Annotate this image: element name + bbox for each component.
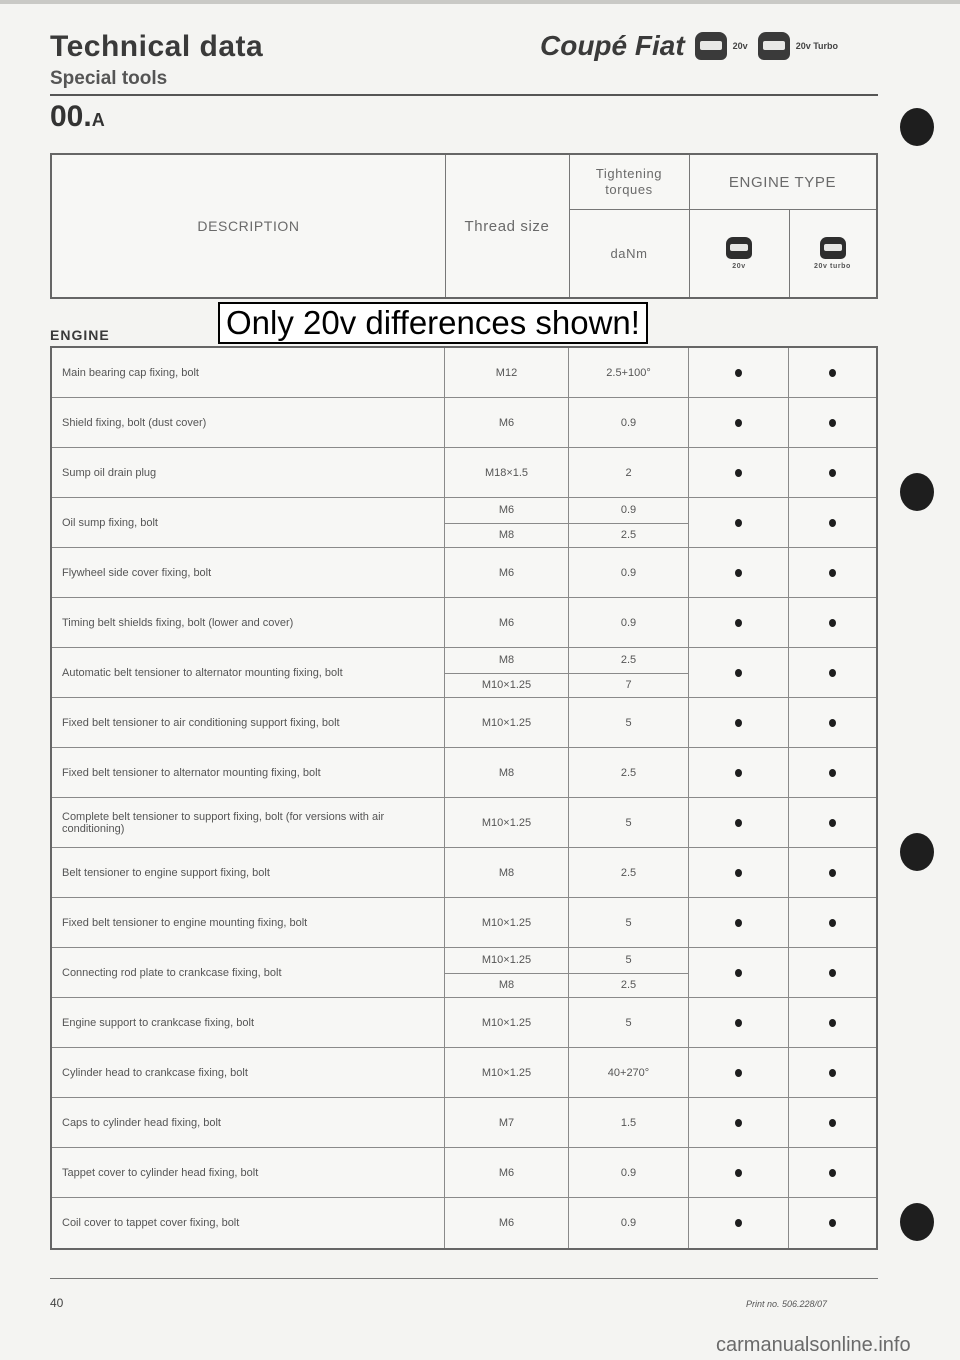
row-torque: 2 [569,448,689,497]
row-torque-part: 2.5 [620,978,637,991]
bullet-icon [829,919,836,927]
row-description: Flywheel side cover fixing, bolt [52,548,445,597]
row-applies-20v-turbo [789,998,876,1047]
table-row [52,498,876,548]
header-engine-20v-turbo-label: 20v turbo [814,262,851,270]
row-thread-size: M6 [445,598,569,647]
row-applies-20v [689,748,789,797]
row-applies-20v-turbo [789,498,876,547]
row-thread-size: M6 [445,398,569,447]
row-torque: 0.9 [569,598,689,647]
bullet-icon [735,669,742,677]
header-engine-type: ENGINE TYPE [728,173,837,191]
row-description: Cylinder head to crankcase fixing, bolt [52,1048,445,1097]
row-applies-20v-turbo [789,398,876,447]
header-tightening-torques: Tightening torques [595,166,663,197]
row-torque-part: 0.9 [569,498,688,524]
header-engine-20v [689,209,789,297]
table-row [52,648,876,698]
row-torque [569,948,689,997]
bullet-icon [829,569,836,577]
row-thread-size [445,948,569,997]
bullet-icon [735,1069,742,1077]
row-thread-size: M7 [445,1098,569,1147]
row-thread-size [445,648,569,697]
row-description: Coil cover to tappet cover fixing, bolt [52,1198,445,1248]
row-torque-part: 7 [625,678,632,691]
bullet-icon [735,519,742,527]
row-applies-20v-turbo [789,348,876,397]
row-torque: 0.9 [569,1148,689,1197]
row-torque: 5 [569,898,689,947]
row-description: Engine support to crankcase fixing, bolt [52,998,445,1047]
row-applies-20v-turbo [789,448,876,497]
table-row [52,448,876,498]
row-applies-20v [689,448,789,497]
row-thread-size: M10×1.25 [445,798,569,847]
bullet-icon [829,1119,836,1127]
bullet-icon [829,619,836,627]
row-applies-20v [689,1198,789,1248]
row-thread-size: M12 [445,348,569,397]
row-applies-20v-turbo [789,698,876,747]
row-description: Sump oil drain plug [52,448,445,497]
torque-table [50,346,878,1250]
row-torque: 2.5+100° [569,348,689,397]
brand-engine-a: 20v [732,41,748,51]
row-thread-size-part: M10×1.25 [445,948,568,974]
row-thread-size [445,498,569,547]
table-row [52,1048,876,1098]
row-applies-20v [689,898,789,947]
row-thread-size: M10×1.25 [445,1048,569,1097]
table-row [52,1098,876,1148]
row-thread-size-part: M8 [498,978,515,991]
row-description: Timing belt shields fixing, bolt (lower and cover) [52,598,445,647]
top-edge-line [0,0,960,4]
bullet-icon [829,419,836,427]
row-description: Belt tensioner to engine support fixing, bolt [52,848,445,897]
row-thread-size: M8 [445,848,569,897]
row-applies-20v [689,1048,789,1097]
row-torque: 0.9 [569,548,689,597]
row-applies-20v-turbo [789,748,876,797]
bullet-icon [735,369,742,377]
row-applies-20v-turbo [789,948,876,997]
row-applies-20v [689,848,789,897]
row-torque: 5 [569,698,689,747]
margin-dot-icon [900,833,934,871]
bullet-icon [829,1019,836,1027]
bullet-icon [829,819,836,827]
section-code-suffix: A [91,110,105,130]
row-description: Automatic belt tensioner to alternator mounting fixing, bolt [52,648,445,697]
brand-engine-b: 20v Turbo [795,41,839,51]
header-thread-size: Thread size [464,217,550,235]
header-engine-20v-label: 20v [732,262,746,270]
row-thread-size-part: M10×1.25 [481,678,532,691]
row-torque: 2.5 [569,848,689,897]
row-thread-size-part: M6 [445,498,568,524]
row-description: Shield fixing, bolt (dust cover) [52,398,445,447]
header-engine-20v-turbo [789,209,876,297]
row-applies-20v [689,398,789,447]
row-applies-20v-turbo [789,898,876,947]
table-row [52,798,876,848]
row-thread-size-part: M8 [445,648,568,674]
bullet-icon [735,569,742,577]
margin-dot-icon [900,473,934,511]
header-rule [50,94,878,96]
footer-rule [50,1278,878,1279]
margin-dot-icon [900,1203,934,1241]
row-torque: 1.5 [569,1098,689,1147]
row-thread-size: M6 [445,1148,569,1197]
row-thread-size: M10×1.25 [445,998,569,1047]
bullet-icon [735,469,742,477]
header-unit: daNm [610,245,648,261]
bullet-icon [735,769,742,777]
row-applies-20v-turbo [789,1148,876,1197]
row-thread-size: M18×1.5 [445,448,569,497]
bullet-icon [829,869,836,877]
row-applies-20v [689,998,789,1047]
annotation-note: Only 20v differences shown! [218,302,648,344]
row-description: Fixed belt tensioner to engine mounting fixing, bolt [52,898,445,947]
table-row [52,898,876,948]
section-code-main: 00. [50,100,92,133]
row-description: Complete belt tensioner to support fixing, bolt (for versions with air conditioning) [52,798,445,847]
row-torque-part: 5 [569,948,688,974]
bullet-icon [829,969,836,977]
row-applies-20v [689,498,789,547]
engine-logo-icon [820,237,846,259]
row-description: Fixed belt tensioner to air conditioning support fixing, bolt [52,698,445,747]
row-torque: 5 [569,798,689,847]
bullet-icon [829,1069,836,1077]
row-applies-20v-turbo [789,1098,876,1147]
row-description: Caps to cylinder head fixing, bolt [52,1098,445,1147]
row-applies-20v [689,348,789,397]
row-applies-20v-turbo [789,548,876,597]
row-thread-size: M8 [445,748,569,797]
table-row [52,1198,876,1248]
row-torque [569,498,689,547]
bullet-icon [735,619,742,627]
row-applies-20v-turbo [789,848,876,897]
header-description: DESCRIPTION [197,218,300,234]
bullet-icon [735,1119,742,1127]
bullet-icon [829,1169,836,1177]
row-description: Tappet cover to cylinder head fixing, bolt [52,1148,445,1197]
table-row [52,598,876,648]
watermark: carmanualsonline.info [716,1334,911,1356]
row-torque: 40+270° [569,1048,689,1097]
table-row [52,398,876,448]
row-applies-20v [689,1148,789,1197]
row-applies-20v-turbo [789,798,876,847]
engine-logo-icon [695,32,727,60]
row-description: Oil sump fixing, bolt [52,498,445,547]
row-applies-20v [689,798,789,847]
row-applies-20v [689,948,789,997]
bullet-icon [829,669,836,677]
table-row [52,848,876,898]
brand-block [540,30,842,62]
bullet-icon [735,1219,742,1227]
row-torque: 5 [569,998,689,1047]
row-torque: 2.5 [569,748,689,797]
row-description: Fixed belt tensioner to alternator mounting fixing, bolt [52,748,445,797]
row-applies-20v-turbo [789,598,876,647]
row-applies-20v [689,648,789,697]
section-code [50,100,105,134]
row-thread-size-part: M8 [498,528,515,541]
bullet-icon [735,869,742,877]
table-row [52,698,876,748]
bullet-icon [735,1169,742,1177]
bullet-icon [735,969,742,977]
table-row [52,998,876,1048]
table-row [52,948,876,998]
row-applies-20v-turbo [789,1048,876,1097]
page-subtitle: Special tools [50,68,168,89]
engine-logo-icon [758,32,790,60]
bullet-icon [735,919,742,927]
bullet-icon [735,1019,742,1027]
row-applies-20v [689,548,789,597]
table-row [52,748,876,798]
bullet-icon [829,519,836,527]
row-torque-part: 2.5 [569,648,688,674]
row-torque [569,648,689,697]
brand-name: Coupé Fiat [540,30,685,61]
bullet-icon [829,1219,836,1227]
row-torque-part: 2.5 [620,528,637,541]
row-applies-20v-turbo [789,1198,876,1248]
table-header [50,153,878,299]
row-thread-size: M6 [445,548,569,597]
row-thread-size: M10×1.25 [445,698,569,747]
page-title: Technical data [50,30,264,63]
table-row [52,1148,876,1198]
bullet-icon [735,419,742,427]
row-applies-20v-turbo [789,648,876,697]
row-applies-20v [689,1098,789,1147]
row-thread-size: M10×1.25 [445,898,569,947]
page-number: 40 [50,1296,64,1310]
row-applies-20v [689,598,789,647]
row-thread-size: M6 [445,1198,569,1248]
table-row [52,548,876,598]
bullet-icon [735,719,742,727]
bullet-icon [829,719,836,727]
bullet-icon [829,469,836,477]
table-row [52,348,876,398]
bullet-icon [829,369,836,377]
margin-dot-icon [900,108,934,146]
bullet-icon [735,819,742,827]
print-number: Print no. 506.228/07 [746,1299,828,1309]
row-torque: 0.9 [569,1198,689,1248]
row-torque: 0.9 [569,398,689,447]
section-title: ENGINE [50,327,110,343]
engine-logo-icon [726,237,752,259]
row-applies-20v [689,698,789,747]
row-description: Main bearing cap fixing, bolt [52,348,445,397]
bullet-icon [829,769,836,777]
row-description: Connecting rod plate to crankcase fixing, bolt [52,948,445,997]
